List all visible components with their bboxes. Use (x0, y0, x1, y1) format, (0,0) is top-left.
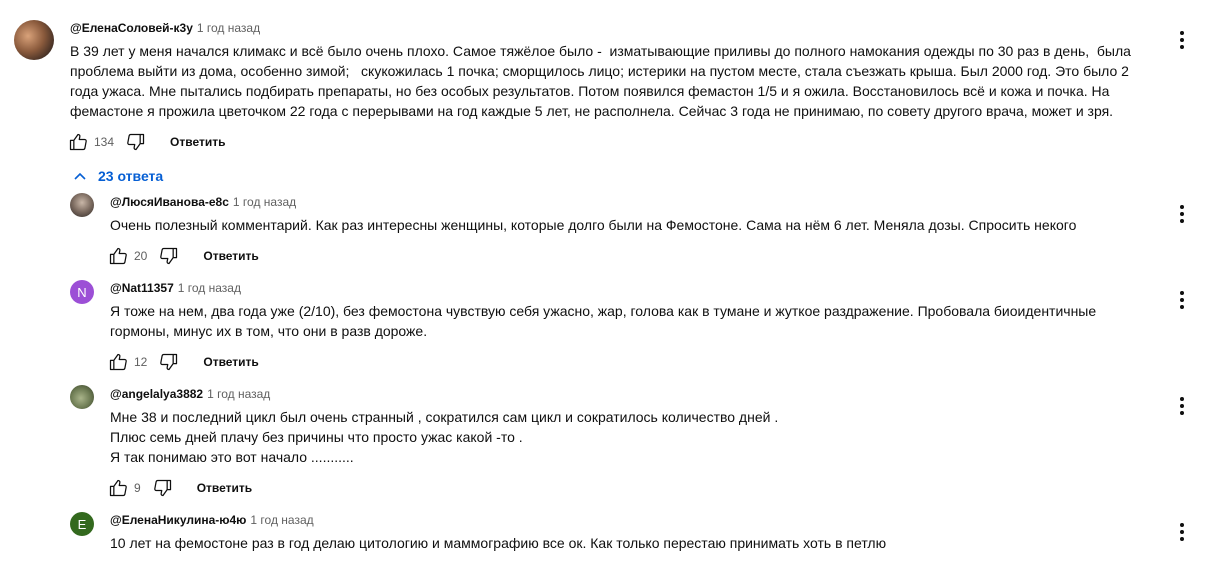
timestamp[interactable]: 1 год назад (207, 387, 271, 401)
more-options-icon[interactable] (1170, 28, 1194, 52)
comment-text: В 39 лет у меня начался климакс и всё было очень плохо. Самое тяжёлое было - изматывающие приливы до полного намокания одежды по 30 раз в день, была проблема выйти из дома, особенно зимой; скукожилась 1 почка; сморщилось лицо; истерики на пустом месте, стала съезжать крыша. Был 2000 год. Это было 2 года ужаса. Мне пытались подбирать препараты, но без особых результатов. Потом появился фемастон 1/5 и я ожила. Восстановилось всё и кожа и почка. На фемастоне я прожила цветочком 22 года с перерывами на год каждые 5 лет, не располнела. Сейчас 3 года не принимаю, по совету другого врача, может и зря. (70, 43, 1135, 119)
comment-actions (106, 244, 259, 268)
comment-actions (106, 350, 259, 374)
avatar-letter: N (77, 284, 87, 300)
like-icon[interactable] (66, 130, 90, 154)
author-name[interactable]: @ЕленаНикулина-ю4ю (110, 513, 247, 527)
reply-button[interactable]: Ответить (203, 249, 259, 263)
avatar[interactable] (70, 193, 94, 217)
avatar[interactable] (70, 385, 94, 409)
comment-header (110, 513, 314, 527)
author-name[interactable]: @ЛюсяИванова-е8с (110, 195, 229, 209)
reply-button[interactable]: Ответить (203, 355, 259, 369)
comment-text: Мне 38 и последний цикл был очень странный , сократился сам цикл и сократилось количество дней . Плюс семь дней плачу без причины что просто ужас какой -то . Я так понимаю это вот начало ........... (110, 409, 779, 465)
timestamp[interactable]: 1 год назад (232, 195, 297, 209)
like-icon[interactable] (106, 476, 130, 500)
replies-toggle-button[interactable] (74, 166, 163, 186)
dislike-icon[interactable] (124, 130, 148, 154)
more-options-icon[interactable] (1170, 394, 1194, 418)
comment-text: Я тоже на нем, два года уже (2/10), без фемостона чувствую себя ужасно, жар, голова как в тумане и жуткое раздражение. Пробовала биоидентичные гормоны, минус их в том, что они в разв дороже. (110, 303, 1101, 339)
author-name[interactable]: @ЕленаСоловей-к3у (70, 21, 193, 35)
comment-header (70, 21, 260, 35)
avatar[interactable] (70, 512, 94, 536)
comment-text: 10 лет на фемостоне раз в год делаю цитологию и маммографию все ок. Как только перестаю принимать хоть в петлю (110, 535, 887, 551)
like-count: 20 (134, 249, 148, 263)
avatar-letter: Е (77, 516, 87, 532)
author-name[interactable]: @Nat11357 (110, 281, 174, 295)
like-icon[interactable] (106, 350, 130, 374)
comment-header (110, 281, 241, 295)
like-count: 12 (134, 355, 148, 369)
dislike-icon[interactable] (157, 350, 181, 374)
timestamp[interactable]: 1 год назад (250, 513, 314, 527)
reply-button[interactable]: Ответить (196, 481, 253, 495)
avatar[interactable] (70, 280, 94, 304)
comment-actions (106, 476, 252, 500)
chevron-up-icon (74, 172, 86, 180)
dislike-icon[interactable] (157, 244, 181, 268)
like-count: 9 (134, 481, 141, 495)
more-options-icon[interactable] (1170, 520, 1194, 544)
comment-actions (66, 130, 225, 154)
dislike-icon[interactable] (151, 476, 175, 500)
timestamp[interactable]: 1 год назад (177, 281, 241, 295)
comment-text: Очень полезный комментарий. Как раз интересны женщины, которые долго были на Фемостоне. Сама на нём 6 лет. Меняла дозы. Спросить некого (110, 217, 1077, 233)
comment-header (110, 387, 270, 401)
reply-button[interactable]: Ответить (170, 135, 226, 149)
avatar[interactable] (14, 20, 54, 60)
comment-header (110, 195, 296, 209)
more-options-icon[interactable] (1170, 202, 1194, 226)
timestamp[interactable]: 1 год назад (196, 21, 261, 35)
more-options-icon[interactable] (1170, 288, 1194, 312)
like-count: 134 (94, 135, 115, 149)
replies-count-label: 23 ответа (98, 168, 164, 184)
like-icon[interactable] (106, 244, 130, 268)
author-name[interactable]: @angelalya3882 (110, 387, 204, 401)
